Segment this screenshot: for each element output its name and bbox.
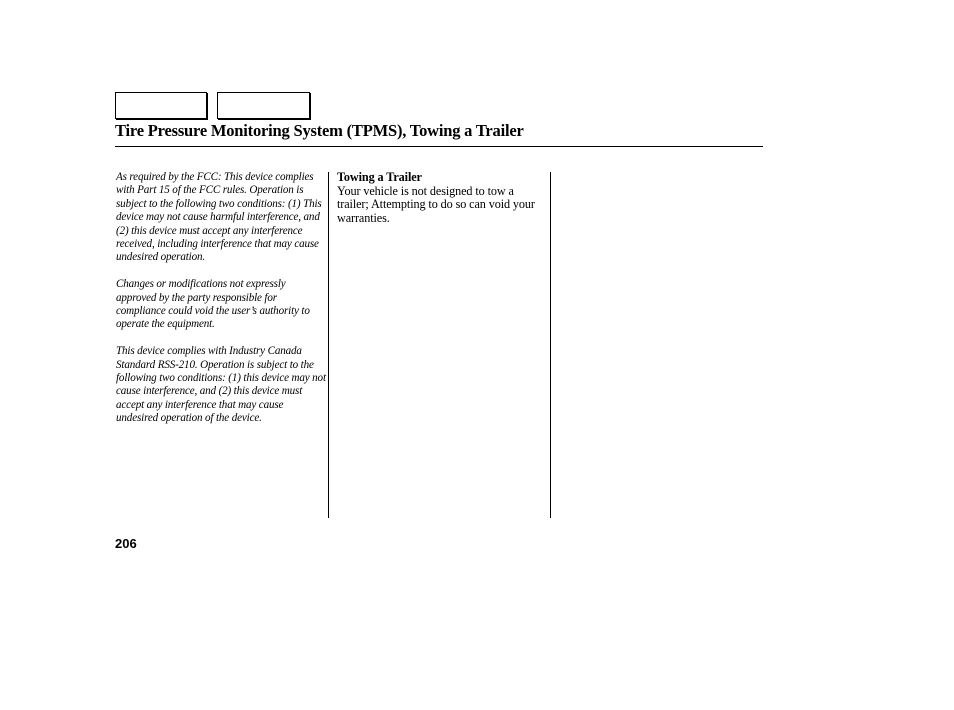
page-number: 206 bbox=[115, 536, 137, 551]
fcc-notice-column bbox=[116, 171, 326, 439]
page-title: Tire Pressure Monitoring System (TPMS), Towing a Trailer bbox=[115, 121, 524, 140]
towing-section bbox=[337, 171, 547, 225]
column-divider bbox=[328, 172, 329, 518]
title-divider bbox=[115, 146, 763, 147]
nav-button-previous[interactable] bbox=[115, 92, 207, 119]
column-divider bbox=[550, 172, 551, 518]
fcc-paragraph-3: This device complies with Industry Canada Standard RSS-210. Operation is subject to the following two conditions: (1) this device may not cause interference, and (2) this device must accept any interference that may cause undesired operation of the device. bbox=[116, 345, 326, 425]
nav-button-next[interactable] bbox=[217, 92, 310, 119]
towing-heading: Towing a Trailer bbox=[337, 170, 422, 184]
towing-body-text: Your vehicle is not designed to tow a trailer; Attempting to do so can void your warranties. bbox=[337, 183, 535, 225]
fcc-paragraph-2: Changes or modifications not expressly approved by the party responsible for compliance could void the user’s authority to operate the equipment. bbox=[116, 278, 310, 331]
fcc-paragraph-1: As required by the FCC: This device complies with Part 15 of the FCC rules. Operation is subject to the following two conditions: (1) This device may not cause harmful interference, and (2) this device must accept any interference received, including interference that may cause undesired operation. bbox=[116, 171, 322, 264]
